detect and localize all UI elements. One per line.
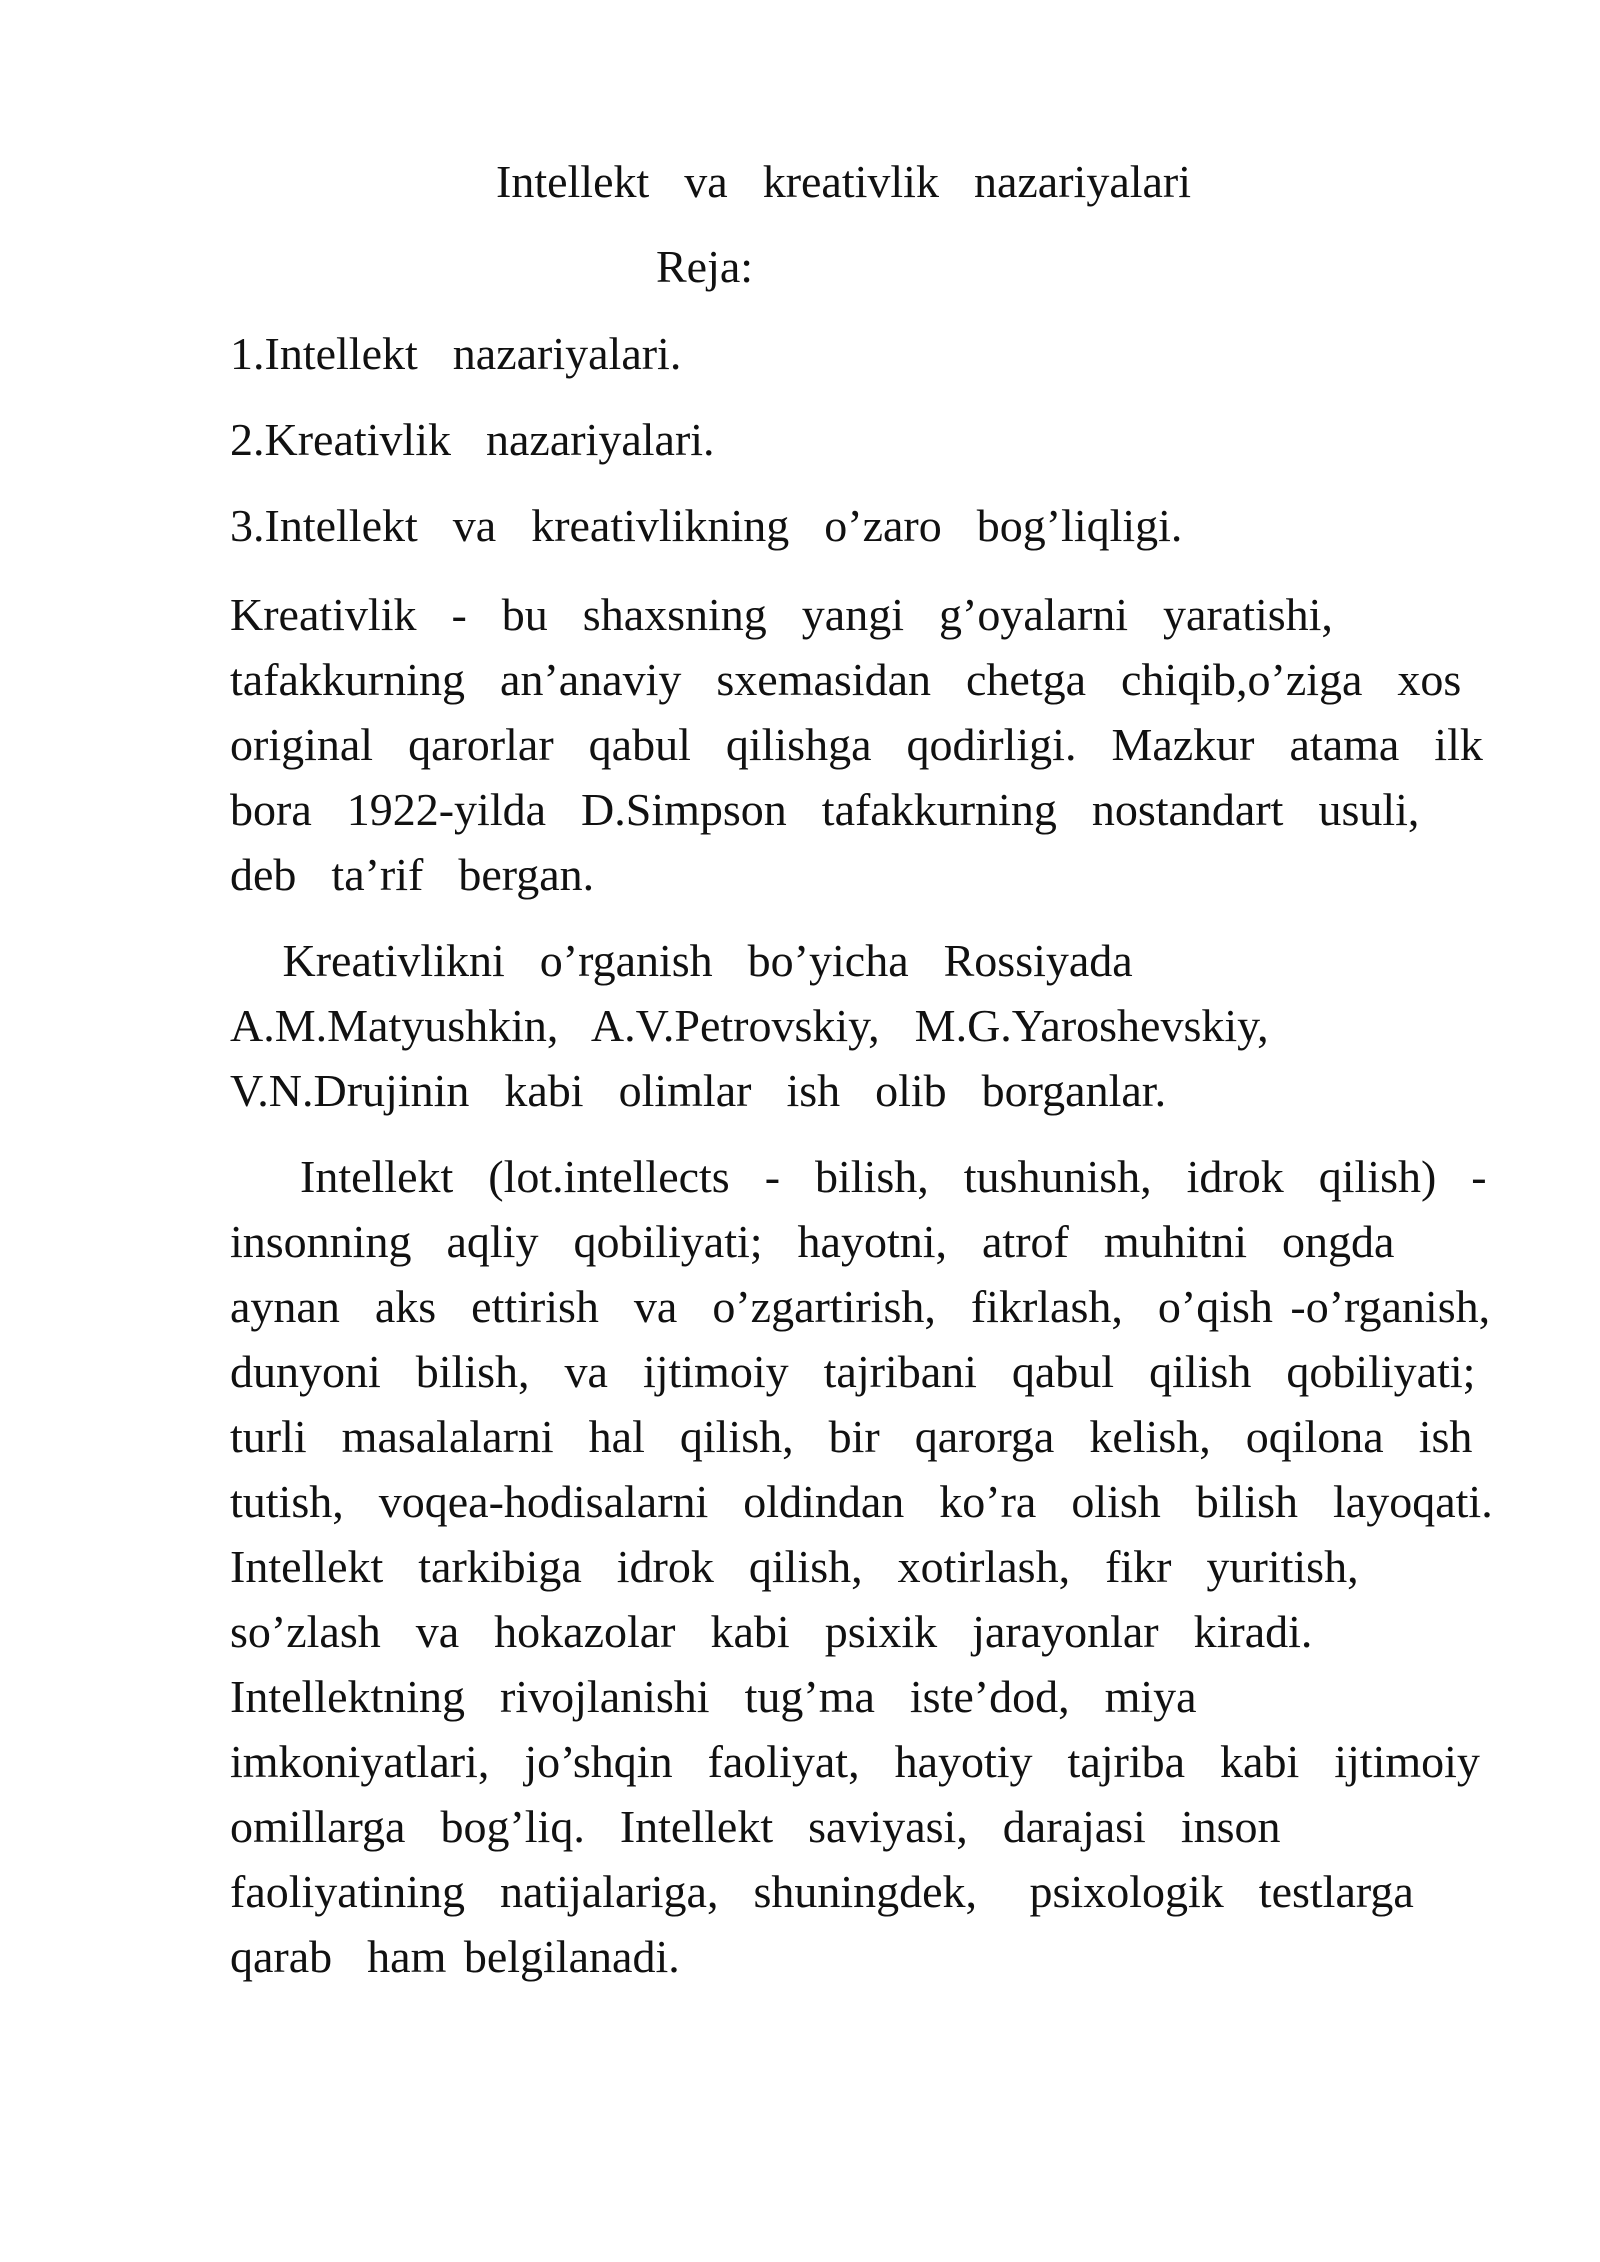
paragraph-line: omillarga bog’liq. Intellekt saviyasi, darajasi inson	[230, 1801, 1281, 1852]
plan-heading: Reja:	[656, 241, 754, 292]
paragraph-line: faoliyatining natijalariga, shuningdek, psixologik testlarga	[230, 1866, 1414, 1917]
paragraph-line: deb ta’rif bergan.	[230, 849, 595, 900]
paragraph-line: Intellekt (lot.intellects - bilish, tushunish, idrok qilish) -	[230, 1151, 1487, 1202]
paragraph-line: insonning aqliy qobiliyati; hayotni, atrof muhitni ongda	[230, 1216, 1395, 1267]
document-title: Intellekt va kreativlik nazariyalari	[496, 156, 1192, 207]
paragraph-line: turli masalalarni hal qilish, bir qarorga kelish, oqilona ish	[230, 1411, 1473, 1462]
paragraph-line: Kreativlik - bu shaxsning yangi g’oyalarni yaratishi,	[230, 589, 1333, 640]
paragraph-line: Intellekt tarkibiga idrok qilish, xotirlash, fikr yuritish,	[230, 1541, 1359, 1592]
paragraph-line: so’zlash va hokazolar kabi psixik jarayonlar kiradi.	[230, 1606, 1313, 1657]
paragraph-line: tutish, voqea-hodisalarni oldindan ko’ra olish bilish layoqati.	[230, 1476, 1493, 1527]
paragraph-line: original qarorlar qabul qilishga qodirligi. Mazkur atama ilk	[230, 719, 1483, 770]
paragraph-creativity-research	[230, 928, 1490, 1123]
paragraph-creativity-definition	[230, 582, 1490, 907]
paragraph-line: dunyoni bilish, va ijtimoiy tajribani qabul qilish qobiliyati;	[230, 1346, 1476, 1397]
paragraph-intellect-definition	[230, 1144, 1493, 1989]
paragraph-line: V.N.Drujinin kabi olimlar ish olib borganlar.	[230, 1065, 1167, 1116]
plan-item-1: 1.Intellekt nazariyalari.	[230, 328, 682, 379]
paragraph-line: tafakkurning an’anaviy sxemasidan chetga chiqib,o’ziga xos	[230, 654, 1462, 705]
plan-item-3: 3.Intellekt va kreativlikning o’zaro bog’liqligi.	[230, 500, 1183, 551]
paragraph-line: imkoniyatlari, jo’shqin faoliyat, hayotiy tajriba kabi ijtimoiy	[230, 1736, 1480, 1787]
paragraph-line: qarab ham belgilanadi.	[230, 1931, 680, 1982]
paragraph-line: Kreativlikni o’rganish bo’yicha Rossiyada	[230, 935, 1133, 986]
plan-item-2: 2.Kreativlik nazariyalari.	[230, 414, 715, 465]
paragraph-line: A.M.Matyushkin, A.V.Petrovskiy, M.G.Yaroshevskiy,	[230, 1000, 1269, 1051]
paragraph-line: aynan aks ettirish va o’zgartirish, fikrlash, o’qish -o’rganish,	[230, 1281, 1491, 1332]
paragraph-line: bora 1922-yilda D.Simpson tafakkurning nostandart usuli,	[230, 784, 1420, 835]
paragraph-line: Intellektning rivojlanishi tug’ma iste’dod, miya	[230, 1671, 1197, 1722]
